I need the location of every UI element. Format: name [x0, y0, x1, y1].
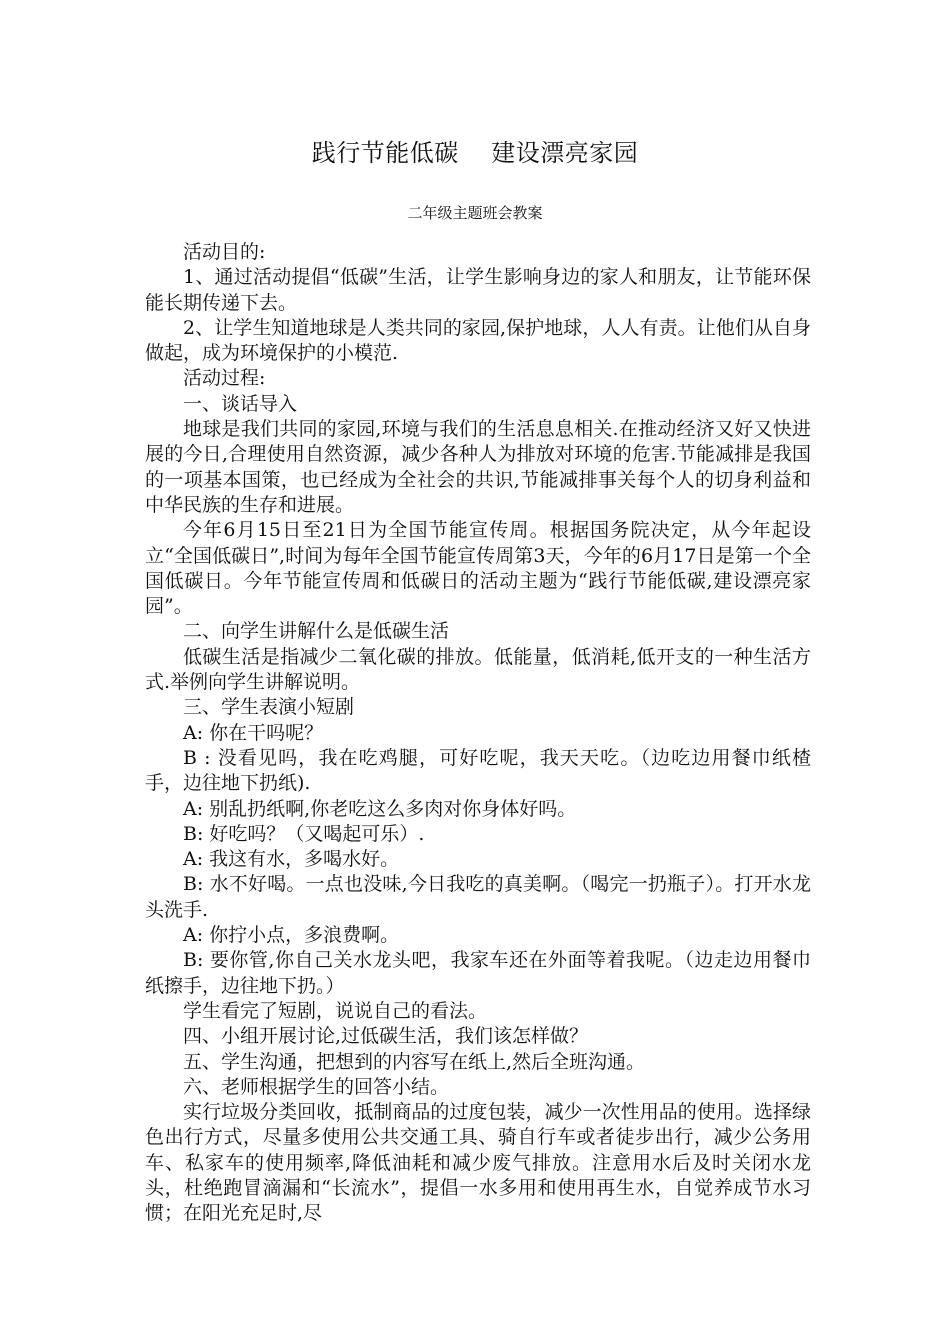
document-subtitle: 二年级主题班会教案: [407, 204, 543, 222]
body-paragraph: A: 你在干吗呢？: [183, 721, 324, 744]
body-paragraph: 六、老师根据学生的回答小结。: [183, 1075, 450, 1098]
body-paragraph: 四、小组开展讨论,过低碳生活，我们该怎样做？: [183, 1025, 589, 1048]
body-paragraph: B : 没看见吗，我在吃鸡腿，可好吃呢，我天天吃。（边吃边用餐巾纸楂手，边往地下扔纸).: [145, 746, 811, 795]
body-paragraph: B: 水不好喝。一点也没味,今日我吃的真美啊。（喝完一扔瓶子）。打开水龙头洗手.: [145, 873, 811, 921]
body-paragraph: 活动目的:: [183, 241, 266, 263]
body-paragraph: 低碳生活是指减少二氧化碳的排放。低能量，低消耗,低开支的一种生活方式.举例向学生讲解说明。: [145, 645, 811, 694]
document-title: 践行节能低碳 建设漂亮家园: [311, 139, 639, 167]
body-paragraph: 学生看完了短剧，说说自己的看法。: [183, 999, 488, 1022]
body-paragraph: A: 别乱扔纸啊,你老吃这么多肉对你身体好吗。: [183, 797, 577, 820]
body-paragraph: 二、向学生讲解什么是低碳生活: [183, 620, 450, 643]
body-paragraph: 1、通过活动提倡“低碳”生活，让学生影响身边的家人和朋友，让节能环保能长期传递下去。: [145, 266, 811, 314]
body-paragraph: B: 要你管,你自己关水龙头吧，我家车还在外面等着我呢。（边走边用餐巾纸擦手，边往地下扔。）: [145, 949, 811, 997]
body-paragraph: 一、谈话导入: [183, 392, 298, 415]
body-paragraph: 三、学生表演小短剧: [183, 696, 355, 719]
body-paragraph: 实行垃圾分类回收，抵制商品的过度包装，减少一次性用品的使用。选择绿色出行方式，尽量多使用公共交通工具、骑自行车或者徒步出行，减少公务用车、私家车的使用频率,降低油耗和减少废气排放。注意用水后及时关闭水龙头，杜绝跑冒滴漏和“长流水”，提倡一水多用和使用再生水，自觉养成节水习惯；在阳光充足时,尽: [145, 1101, 811, 1225]
document-body: [145, 240, 811, 1227]
body-paragraph: 地球是我们共同的家园,环境与我们的生活息息相关.在推动经济又好又快进展的今日,合理使用自然资源，减少各种人为排放对环境的危害.节能减排是我国的一项基本国策，也已经成为全社会的共识,节能减排事关每个人的切身利益和中华民族的生存和进展。: [145, 418, 811, 516]
body-paragraph: B: 好吃吗？（又喝起可乐）.: [183, 822, 425, 845]
body-paragraph: A: 你拧小点，多浪费啊。: [183, 924, 400, 947]
body-paragraph: 今年6月15日至21日为全国节能宣传周。根据国务院决定，从今年起设立“全国低碳日”,时间为每年全国节能宣传周第3天，今年的6月17日是第一个全国低碳日。今年节能宣传周和低碳日的活动主题为“践行节能低碳,建设漂亮家园”。: [145, 519, 811, 618]
body-paragraph: 活动过程:: [183, 367, 266, 390]
body-paragraph: 2、让学生知道地球是人类共同的家园,保护地球，人人有责。让他们从自身做起，成为环境保护的小模范.: [145, 316, 811, 365]
body-paragraph: 五、学生沟通，把想到的内容写在纸上,然后全班沟通。: [183, 1050, 646, 1073]
body-paragraph: A: 我这有水，多喝水好。: [183, 848, 400, 871]
